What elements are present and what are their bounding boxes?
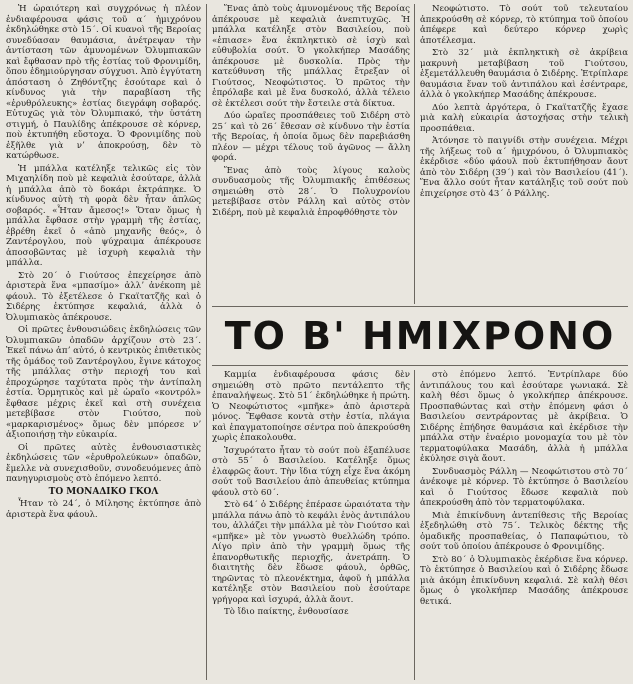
paragraph: Δύο ὡραῖες προσπάθειες τοῦ Σιδέρη στὸ 25΄ καὶ τὸ 26΄ ἔθεσαν σὲ κίνδυνο τὴν ἑστία τῆς Βεροίας, ἡ ὁποία ὅμως δὲν παρεβιάσθη πλέον — μέχρι τέλους τοῦ ἀγῶνος — ἄλλη φορά. [212,111,410,163]
paragraph: Ἦταν τὸ 24΄, ὁ Μίλησης ἐκτύπησε ἀπὸ ἀριστερὰ ἕνα φάουλ. [6,499,201,520]
column-middle-bottom [212,370,410,682]
subheading-goal: ΤΟ ΜΟΝΑΔΙΚΟ ΓΚΟΛ [48,486,159,497]
column-middle-top [212,4,410,304]
paragraph: Στὸ 20΄ ὁ Γιούτσος ἐπεχείρησε ἀπὸ ἀριστερὰ ἕνα «μπασίμο» ἀλλʼ ἀνέκοπη μὲ φάουλ. Τὸ ἐξετέλεσε ὁ Γκαϊτατζῆς καὶ ὁ Σιδέρης ἐκτύπησε κεφαλιά, ἀλλὰ ὁ Ὀλυμπιακὸς ἀπέκρουσε. [6,270,201,323]
paragraph: Στὸ 64΄ ὁ Σιδέρης ἐπέρασε ὡραιότατα τὴν μπάλλα πάνω ἀπὸ τὸ κεφάλι ἑνὸς ἀντιπάλου του, ἀλλάζει τὴν μπάλλα μὲ τὸν Γιούτσο καὶ «μπῆκε» μὲ τὸν γνωστὸ θυελλώδη τρόπο. Λίγο πρὶν ἀπὸ τὴν γραμμὴ ὅμως τῆς ἐπανορθωτικῆς περιοχῆς, ἀνετράπη. Ὁ διαιτητὴς δὲν ἔδωσε φάουλ, ὀρθῶς, τηρῶντας τὸ πλεονέκτημα, ἀφοῦ ἡ μπάλλα κατέληξε στὸν Βασιλείου ποὺ ἐσούταρε γρήγορα καὶ ἰσχυρά, ἀλλὰ ἄουτ. [212,500,410,605]
paragraph: Συνδυασμὸς Ράλλη — Νεοφώτιστου στὸ 70΄ ἀνέκοψε μὲ κόρνερ. Τὸ ἐκτύπησε ὁ Βασιλείου καὶ ὁ Γιούτσος ἔδωσε κεφαλιὰ ποὺ ἀπεκρούσθη ἀπὸ τὸν τερματοφύλακα. [420,466,628,508]
column-divider [206,4,207,680]
paragraph: Στὸ 32΄ μιὰ ἐκπληκτικὴ σὲ ἀκρίβεια μακρυνὴ μεταβίβαση τοῦ Γιούτσου, ἐξεμετάλλευθη θαυμάσια ὁ Σιδέρης. Ἐτρίπλαρε θαυμάσια ἕναν τοῦ ἀντιπάλου καὶ ἐσέντραρε, ἀλλὰ ὁ γκολκήπερ Μασάδης ἀπέκρουσε. [420,48,628,100]
paragraph: Νεοφώτιστο. Τὸ σούτ τοῦ τελευταίου ἀπεκρούσθη σὲ κόρνερ, τὸ κτύπημα τοῦ ὁποίου ἀπέφερε καὶ δεύτερο κόρνερ χωρὶς ἀποτέλεσμα. [420,4,628,46]
paragraph: στὸ ἑπόμενο λεπτό. Ἐντρίπλαρε δύο ἀντιπάλους του καὶ ἐσούταρε γωνιακά. Σὲ καλὴ θέσι ὅμως ὁ γκολκήπερ ἀπέκρουσε. Προσπαθώντας καὶ στὴν ἑπόμενη φάσι ὁ Βασιλείου σεντράροντας μὲ ἀκρίβεια. Ὁ Σιδέρης ἐπήδησε θαυμάσια καὶ ἐκέρδισε τὴν μπάλλα στὴν ἐναέριο μονομαχία του μὲ τὸν τερματοφύλακα Μασάδη, ἀλλὰ ἡ μπάλλα ἐκύλησε σιγὰ ἄουτ. [420,370,628,464]
paragraph: Τὸ ἴδιο παίκτης, ἐνθουσίασε [224,607,349,617]
paragraph: Ἕνας ἀπὸ τοὺς ἀμυνομένους τῆς Βεροίας ἀπέκρουσε μὲ κεφαλιὰ ἀνεπιτυχῶς. Ἡ μπάλλα κατέληξε στὸν Βασιλείου, ποὺ «ἐπιασε» ἕνα ἐκπληκτικὸ σὲ ἰσχὺ καὶ εὐθυβολία σούτ. Ὁ γκολκήπερ Μασάδης ἀπέκρουσε μὲ δυσκολία. Πρὸς τὴν κατεύθυνση τῆς μπάλλας ἔτρεξαν οἱ Γιούτσος, Νεοφώτιστος. Ὁ πρῶτος τὴν ἐπρόλαβε καὶ μὲ ἕνα δυσκολό, ἀλλὰ τέλειο σὲ ἐκτέλεσι σούτ τὴν ἔστειλε στὰ δίκτυα. [212,4,410,109]
paragraph: Οἱ πρῶτες ἐνθουσιώδεις ἐκδηλώσεις τῶν Ὀλυμπιακῶν ὀπαδῶν ἀρχίζουν στὸ 23΄. Ἐκεῖ πάνω ἀπʼ αὐτό, ὁ κεντρικὸς ἐπιθετικὸς τῆς ὁμάδος τοῦ Ζαντέρογλου, ἔγινε κάτοχος τῆς μπάλλας στὴν περιοχή του καὶ ἐπροχώρησε ταχύτατα πρὸς τὴν ἀντίπαλη ἑστία. Ὁρμητικὸς καὶ μὲ ὡραῖο «κοντρόλ» ἔφθασε μέχρις ἐκεῖ καὶ στὴ συνέχεια μετεβίβασε στὸν Γιούτσο, ποὺ «μαρκαρισμένος» ὅμως δὲν μπόρεσε νʼ ἀξιοποιήσῃ τὴν εὐκαιρία. [6,325,201,440]
section-headline: ΤΟ Β' ΗΜΙΧΡΟΝΟ [212,306,628,366]
column-divider [414,4,415,304]
column-right-bottom [420,370,628,682]
paragraph: Ἀτόνησε τὸ παιγνίδι στὴν συνέχεια. Μέχρι τῆς λήξεως τοῦ α΄ ἡμιχρόνου, ὁ Ὀλυμπιακὸς ἐκέρδισε «δύο φάουλ ποὺ ἐκτυπήθησαν ἄουτ ἀπὸ τὸν Σιδέρη (39΄) καὶ τὸν Βασιλείου (41΄). Ἕνα ἄλλο σούτ ἦταν κατάληξις τοῦ σούτ ποὺ ἐπιχείρησε στὸ 43΄ ὁ Ράλλης. [420,136,628,199]
paragraph: Ἡ ὡραιότερη καὶ συγχρόνως ἡ πλέον ἐνδιαφέρουσα φάσις τοῦ α΄ ἡμιχρόνου ἐκδηλώθηκε στὸ 15΄. Οἱ κυανοὶ τῆς Βεροίας συνεδύασαν θαυμάσια, ἀνέτρεψαν τὴν ἀντίσταση τῶν ἀμυνομένων Ὀλυμπιακῶν καὶ ἔφθασαν πρὸ τῆς ἑστίας τοῦ Φρονιμίδη, ὅπου ἐδημιούργησαν σύγχυσι. Ἀπὸ ἐγγύτατη ἀπόσταση ὁ Ζηθόντζης ἐσούταρε καὶ ὁ κίνδυνος γιὰ τὴν παραβίαση τῆς «ἐρυθρόλευκης» ἑστίας διεγράφη σοβαρός. Εὐτυχῶς γιὰ τὸν Ὀλυμπιακό, τὴν ὑστάτη στιγμή, ὁ Παυλίδης ἀπέκρουσε σὲ κόρνερ, ποὺ ἐκτυπήθη εὔστοχα. Ὁ Φρονιμίδης ποὺ ἐξῆλθε γιὰ νʼ ἀποκρούσῃ, δὲν τὸ κατώρθωσε. [6,4,201,161]
paragraph: Ἕνας ἀπὸ τοὺς λίγους καλοὺς συνδυασμοὺς τῆς Ὀλυμπιακῆς ἐπιθέσεως σημειώθη στὸ 28΄. Ὁ Πολυχρονίου μετεβίβασε στὸν Ράλλη καὶ αὐτὸς στὸν Σιδέρη, ποὺ μὲ κεφαλιὰ ἐπροφθόθηστε τὸν [212,165,410,218]
paragraph: Καμμία ἐνδιαφέρουσα φάσις δὲν σημειώθη στὸ πρῶτο πεντάλεπτο τῆς ἐπαναλήψεως. Στὸ 51΄ ἐκδηλώθηκε ἡ πρώτη. Ὁ Νεοφώτιστος «μπῆκε» ἀπὸ ἀριστερὰ μόνος. Ἔφθασε κοντὰ στὴν ἑστία, πλάγια καὶ ἐπαγματοποίησε σέντρα ποὺ ἀπεκρούσθη χωρὶς ἐπακολουθα. [212,370,410,443]
column-left [6,4,201,682]
column-divider [414,370,415,680]
paragraph: Ἰσχυρότατο ἦταν τὸ σούτ ποὺ ἐξαπέλυσε στὸ 55΄ ὁ Βασιλείου. Κατέληξε ὅμως ἐλαφρῶς ἄουτ. Τὴν ἴδια τύχη εἶχε ἕνα ἀκόμη σούτ τοῦ Βασιλείου ἀπὸ ἀπευθείας κτύπημα φάουλ στὸ 60΄. [212,445,410,498]
paragraph: Δύο λεπτὰ ἀργότερα, ὁ Γκαϊτατζῆς ἔχασε μιὰ καλὴ εὐκαιρία ἀστοχήσας στὴν τελικὴ προσπάθεια. [420,102,628,134]
column-right-top [420,4,628,304]
paragraph: Ἡ μπάλλα κατέληξε τελικῶς εἰς τὸν Μιχαηλίδη ποὺ μὲ κεφαλιὰ ἐσούταρε, ἀλλὰ ἡ μπάλλα ἀπὸ τὸ δοκάρι ἐκτράπηκε. Ὁ κίνδυνος αὐτὴ τὴ φορὰ δὲν ἦταν ἁπλῶς σοβαρός. «Ἦταν ἄμεσος!» Ὅταν ὅμως ἡ μπάλλα ἔφθασε στὴν γραμμὴ τῆς ἑστίας, ἐβρέθη ἐκεῖ ὁ «ἀπὸ μηχανῆς θεός», ὁ Ζαντέρογλου, ποὺ ψύχραιμα ἀπέκρουσε ἀποσοβῶντας μὲ ἰσχυρὴ κεφαλιὰ τὴν μπάλλα. [6,163,201,268]
paragraph: Στὸ 80΄ ὁ Ὀλυμπιακὸς ἐκέρδισε ἕνα κόρνερ. Τὸ ἐκτύπησε ὁ Βασιλείου καὶ ὁ Σιδέρης ἔδωσε μιὰ ἀκόμη ἐπικίνδυνη κεφαλιά. Σὲ καλὴ θέσι ὅμως ὁ γκολκήπερ Μασάδης ἀπέκρουσε θετικά. [420,554,628,607]
paragraph: Οἱ πρῶτες αὐτὲς ἐνθουσιαστικὲς ἐκδηλώσεις τῶν «ἐρυθρολεύκων» ὀπαδῶν, ἔμελλε νὰ συνεχισθοῦν, συνοδευόμενες ἀπὸ πανηγυρισμοὺς στὸ ἑπόμενο λεπτό. [6,442,201,484]
paragraph: Μιὰ ἐπικίνδυνη ἀντεπίθεσις τῆς Βεροίας ἐξεδηλώθη στὸ 75΄. Τελικὸς δέκτης τῆς ὁμαδικῆς προσπαθείας, ὁ Παπαφώτιου, τὸ σούτ τοῦ ὁποίου ἀπέκρουσε ὁ Φρονιμίδης. [420,510,628,552]
